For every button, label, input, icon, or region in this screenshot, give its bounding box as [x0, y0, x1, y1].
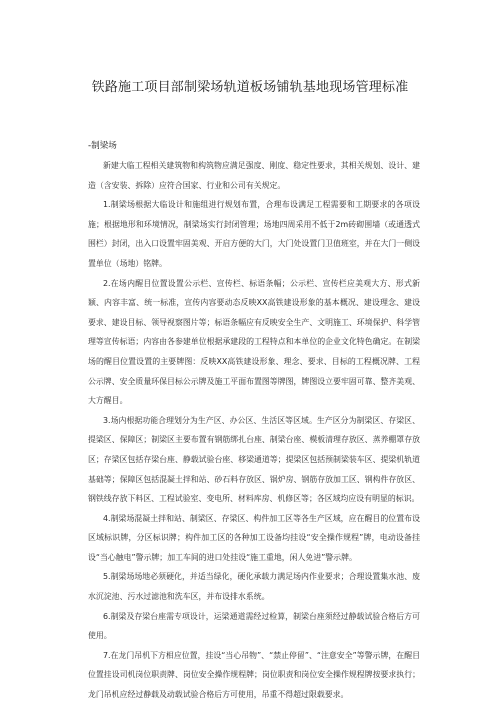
paragraph-6: 6.制梁及存梁台座需专项设计，运梁通道需经过检算，制梁台座须经过静载试验合格后方可使用。 [88, 611, 420, 641]
paragraph-1: 1.制梁场根据大临设计和施组进行规划布置，合理布设满足工程需要和工期要求的各项设施；根据地形和环境情况，制梁场实行封闭管理；场地四周采用不低于2m砖砌围墙（或通透式围栏）封闭，出入口设置牢固美观、开启方便的大门，大门处设置门卫值班室，并在大门一侧设置单位（场地）铭牌。 [88, 200, 420, 268]
paragraph-5: 5.制梁场场地必须硬化，并适当绿化，硬化承载力满足场内作业要求；合理设置集水池、废水沉淀池、污水过滤池和洗车区，并布设排水系统。 [88, 572, 420, 602]
paragraph-7: 7.在龙门吊机下方相应位置，挂设“当心吊物”、“禁止停留”、“注意安全”等警示牌，在醒目位置挂设司机岗位职责牌、岗位安全操作规程牌；岗位职责和岗位安全操作规程牌按要求执行；龙门吊机应经过静载及动载试验合格后方可使用，吊重不得超过限载要求。 [88, 650, 420, 700]
section-heading: -制梁场 [88, 141, 117, 151]
paragraph-4: 4.制梁场混凝土拌和站、制梁区、存梁区、构件加工区等各生产区域，应在醒目的位置布设区域标识牌，分区标识牌；构件加工区的各种加工设备均挂设“安全操作规程”牌，电动设备挂设“当心触电”警示牌；加工车间的进口处挂设“施工重地，闲人免进”警示牌。 [88, 513, 420, 562]
document-body [88, 136, 420, 705]
paragraph-intro: 新建大临工程相关建筑物和构筑物应满足强度、刚度、稳定性要求，其相关规划、设计、建造（含安装、拆除）应符合国家、行业和公司有关规定。 [88, 161, 420, 190]
paragraph-2: 2.在场内醒目位置设置公示栏、宣传栏、标语条幅；公示栏、宣传栏应美观大方、形式新颖、内容丰富、统一标准，宣传内容要动态反映XX高铁建设形象的基本概况、建设理念、建设要求、建设目标、领导视察图片等；标语条幅应有反映安全生产、文明施工、环境保护、科学管理等宣传标语；内容由各参建单位根据承建段的工程特点和本单位的企业文化特色确定。在制梁场的醒目位置设置的主要牌图：反映XX高铁建设形象、理念、要求、目标的工程概况牌、工程公示牌、安全质量环保目标公示牌及施工平面布置图等牌图，牌图设立要牢固可靠、整齐美观、大方醒目。 [88, 278, 420, 406]
paragraph-3: 3.场内根据功能合理划分为生产区、办公区、生活区等区域。生产区分为制梁区、存梁区、提梁区、保障区；制梁区主要布置有钢筋绑扎台座、制梁台座、模板清理存放区、蒸养棚罩存放区；存梁区包括存梁台座、静载试验台座、移梁通道等；提梁区包括预制梁装车区、提梁机轨道基础等；保障区包括混凝土拌和站、砂石料存放区、锅炉房、钢筋存放加工区、钢构件存放区、钢铁线存放下料区、工程试验室、变电所、材料库房、机修区等；各区域均应设有明显的标识。 [88, 415, 420, 504]
document-title: 铁路施工项目部制梁场轨道板场铺轨基地现场管理标准 [91, 80, 409, 95]
